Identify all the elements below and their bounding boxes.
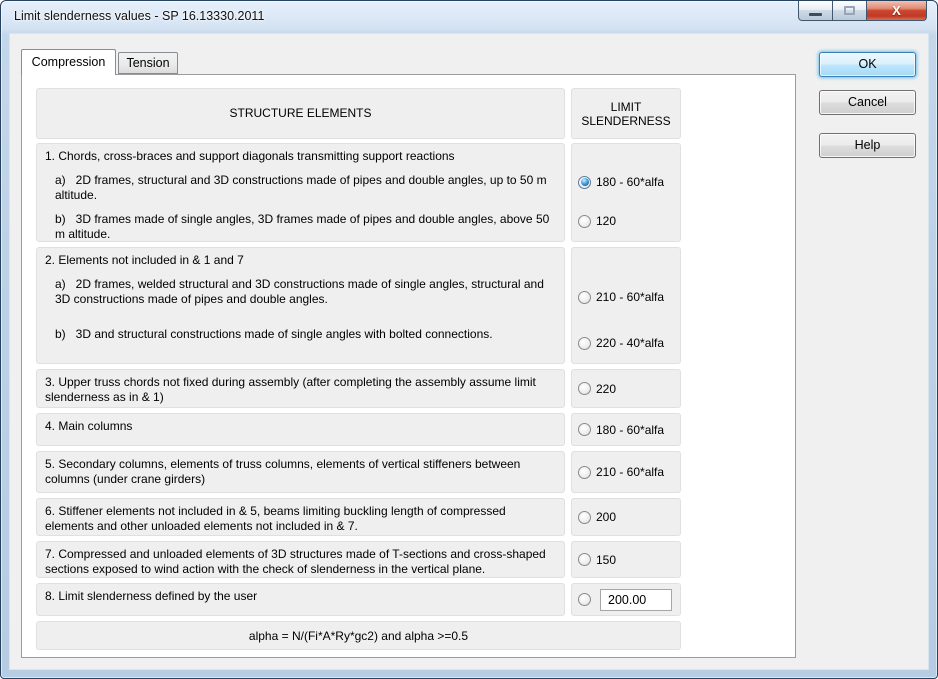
limit-slenderness-cell — [571, 541, 681, 578]
table-rows — [36, 143, 681, 616]
tab-tension[interactable]: Tension — [118, 52, 178, 74]
structure-element-text: 7. Compressed and unloaded elements of 3D structures made of T-sections and cross-shaped sections exposed to wind action with the check of slenderness in the vertical plane. — [45, 547, 550, 576]
tab-page-compression — [21, 74, 796, 658]
table-row — [36, 583, 681, 616]
table-row — [36, 413, 681, 446]
header-structure-elements: STRUCTURE ELEMENTS — [36, 88, 565, 139]
structure-element-cell — [36, 369, 565, 408]
window-title: Limit slenderness values - SP 16.13330.2011 — [14, 9, 265, 23]
table-row — [36, 247, 681, 364]
minimize-button[interactable] — [798, 1, 833, 21]
header-limit-slenderness: LIMIT SLENDERNESS — [571, 88, 681, 139]
radio-icon[interactable] — [578, 337, 591, 350]
table-row — [36, 143, 681, 242]
limit-slenderness-cell — [571, 247, 681, 364]
table-row — [36, 451, 681, 493]
cancel-button[interactable]: Cancel — [819, 90, 916, 115]
structure-element-cell — [36, 451, 565, 493]
structure-element-text: 2. Elements not included in & 1 and 7 — [45, 253, 244, 267]
radio-icon[interactable] — [578, 593, 591, 606]
structure-element-text: 1. Chords, cross-braces and support diagonals transmitting support reactions — [45, 149, 455, 163]
close-button[interactable] — [867, 1, 927, 21]
structure-element-text: 6. Stiffener elements not included in & 5, beams limiting buckling length of compressed elements and other unloaded elements not included in & 7. — [45, 504, 510, 533]
ok-button[interactable]: OK — [819, 52, 916, 77]
slenderness-option[interactable] — [578, 465, 674, 479]
radio-icon[interactable] — [578, 553, 591, 566]
slenderness-option[interactable] — [578, 589, 674, 611]
limit-slenderness-cell — [571, 369, 681, 408]
structure-element-text: b) 3D and structural constructions made of single angles with bolted connections. — [55, 327, 493, 341]
structure-element-text: 8. Limit slenderness defined by the user — [45, 589, 258, 603]
structure-element-text: a) 2D frames, welded structural and 3D constructions made of single angles, structural and 3D constructions made of pipes and double angles. — [55, 277, 548, 306]
radio-icon[interactable] — [578, 511, 591, 524]
alpha-formula-note: alpha = N/(Fi*A*Ry*gc2) and alpha >=0.5 — [36, 621, 681, 650]
table-header-row — [36, 88, 681, 139]
structure-element-cell — [36, 498, 565, 536]
option-label: 200 — [596, 510, 617, 524]
slenderness-option[interactable] — [578, 175, 674, 189]
table-row — [36, 541, 681, 578]
limit-slenderness-cell — [571, 451, 681, 493]
structure-element-text: b) 3D frames made of single angles, 3D frames made of pipes and double angles, above 50 m altitude. — [55, 212, 553, 241]
radio-selected-icon[interactable] — [578, 176, 591, 189]
option-label: 210 - 60*alfa — [596, 290, 665, 304]
tab-compression[interactable]: Compression — [21, 49, 116, 75]
structure-element-text: a) 2D frames, structural and 3D constructions made of pipes and double angles, up to 50 m altitude. — [55, 173, 550, 202]
table-row — [36, 369, 681, 408]
table-row — [36, 498, 681, 536]
close-icon: X — [892, 3, 901, 18]
radio-icon[interactable] — [578, 466, 591, 479]
user-slenderness-input[interactable] — [600, 589, 672, 611]
slenderness-option[interactable] — [578, 214, 674, 228]
radio-icon[interactable] — [578, 423, 591, 436]
structure-element-cell — [36, 247, 565, 364]
option-label: 220 - 40*alfa — [596, 336, 665, 350]
option-label: 210 - 60*alfa — [596, 465, 665, 479]
limit-slenderness-cell — [571, 413, 681, 446]
limit-slenderness-cell — [571, 583, 681, 616]
option-label: 220 — [596, 381, 617, 396]
slenderness-option[interactable] — [578, 510, 674, 524]
slenderness-option[interactable] — [578, 336, 674, 350]
slenderness-option[interactable] — [578, 290, 674, 304]
radio-icon[interactable] — [578, 215, 591, 228]
limit-slenderness-cell — [571, 143, 681, 242]
radio-icon[interactable] — [578, 382, 591, 395]
maximize-icon — [844, 6, 855, 15]
caption-buttons — [798, 1, 927, 21]
limit-slenderness-cell — [571, 498, 681, 536]
slenderness-option[interactable] — [578, 382, 674, 396]
radio-icon[interactable] — [578, 291, 591, 304]
option-label: 150 — [596, 552, 617, 567]
option-label: 180 - 60*alfa — [596, 422, 665, 437]
option-label: 120 — [596, 214, 617, 228]
structure-element-cell — [36, 583, 565, 616]
option-label: 180 - 60*alfa — [596, 175, 665, 189]
slenderness-table — [36, 88, 681, 650]
structure-element-cell — [36, 143, 565, 242]
structure-element-cell — [36, 413, 565, 446]
help-button[interactable]: Help — [819, 133, 916, 158]
structure-element-text: 5. Secondary columns, elements of truss columns, elements of vertical stiffeners between columns (under crane girders) — [45, 457, 524, 486]
slenderness-option[interactable] — [578, 553, 674, 567]
structure-element-cell — [36, 541, 565, 578]
slenderness-option[interactable] — [578, 423, 674, 437]
maximize-button[interactable] — [833, 1, 867, 21]
title-bar[interactable] — [1, 1, 937, 33]
structure-element-text: 3. Upper truss chords not fixed during assembly (after completing the assembly assume limit slenderness as in & 1) — [45, 375, 540, 404]
structure-element-text: 4. Main columns — [45, 419, 133, 433]
minimize-icon — [809, 13, 822, 16]
dialog-client-area — [9, 33, 929, 670]
